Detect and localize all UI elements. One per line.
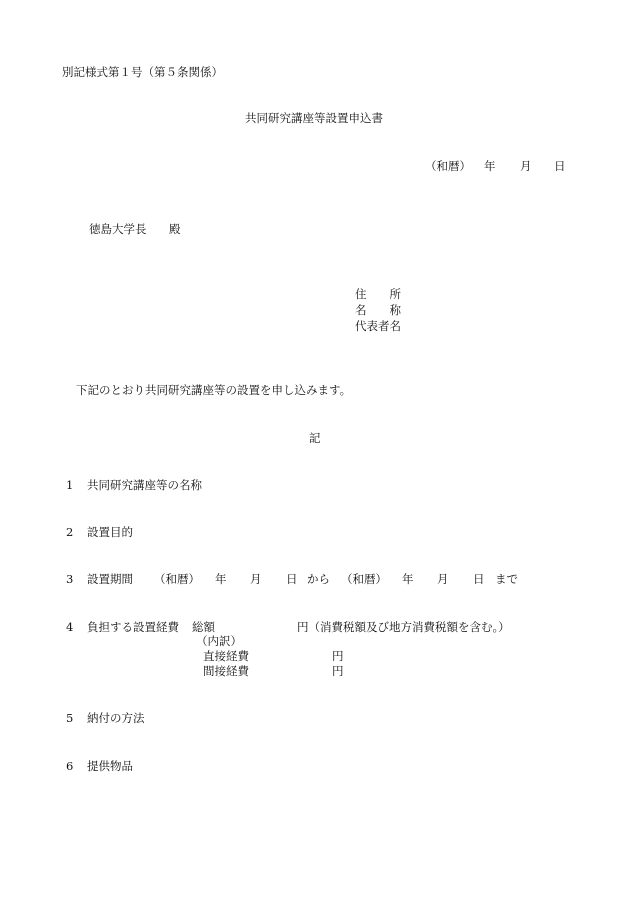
breakdown-label: （内訳） (196, 634, 242, 648)
date-month: 月 (520, 159, 532, 173)
start-era: （和暦） (154, 572, 200, 586)
item-label: 負担する設置経費 (87, 620, 179, 634)
end-month: 月 (437, 572, 449, 586)
date-year: 年 (484, 159, 496, 173)
intro-text: 下記のとおり共同研究講座等の設置を申し込みます。 (76, 383, 352, 397)
end-day: 日 (473, 572, 485, 586)
item-number: 4 (66, 620, 74, 634)
total-yen: 円（消費税額及び地方消費税額を含む。） (297, 620, 510, 634)
until-text: まで (495, 572, 518, 586)
total-label: 総額 (192, 620, 215, 634)
item-number: 2 (66, 525, 74, 539)
form-label: 別記様式第１号（第５条関係） (62, 65, 223, 79)
addressee-honorific: 殿 (169, 222, 181, 236)
ki-heading: 記 (309, 431, 321, 445)
indirect-cost-yen: 円 (332, 664, 344, 678)
item-number: 5 (66, 711, 74, 725)
date-day: 日 (554, 159, 566, 173)
item-label: 納付の方法 (87, 711, 145, 725)
addressee-name: 徳島大学長 (89, 222, 147, 236)
direct-cost-yen: 円 (332, 649, 344, 663)
from-text: から (307, 572, 330, 586)
address-label: 住 所 (355, 287, 401, 301)
start-year: 年 (215, 572, 227, 586)
start-day: 日 (286, 572, 298, 586)
item-label: 提供物品 (87, 759, 133, 773)
representative-label: 代表者名 (355, 319, 401, 333)
end-era: （和暦） (341, 572, 387, 586)
name-label: 名 称 (355, 303, 401, 317)
end-year: 年 (402, 572, 414, 586)
item-number: 6 (66, 759, 74, 773)
item-number: 3 (66, 572, 74, 586)
start-month: 月 (250, 572, 262, 586)
item-number: 1 (66, 478, 74, 492)
document-title: 共同研究講座等設置申込書 (245, 111, 383, 125)
direct-cost-label: 直接経費 (203, 649, 249, 663)
date-era: （和暦） (425, 159, 471, 173)
item-label: 設置期間 (87, 572, 133, 586)
item-label: 設置目的 (87, 525, 133, 539)
item-label: 共同研究講座等の名称 (87, 478, 202, 492)
indirect-cost-label: 間接経費 (203, 664, 249, 678)
